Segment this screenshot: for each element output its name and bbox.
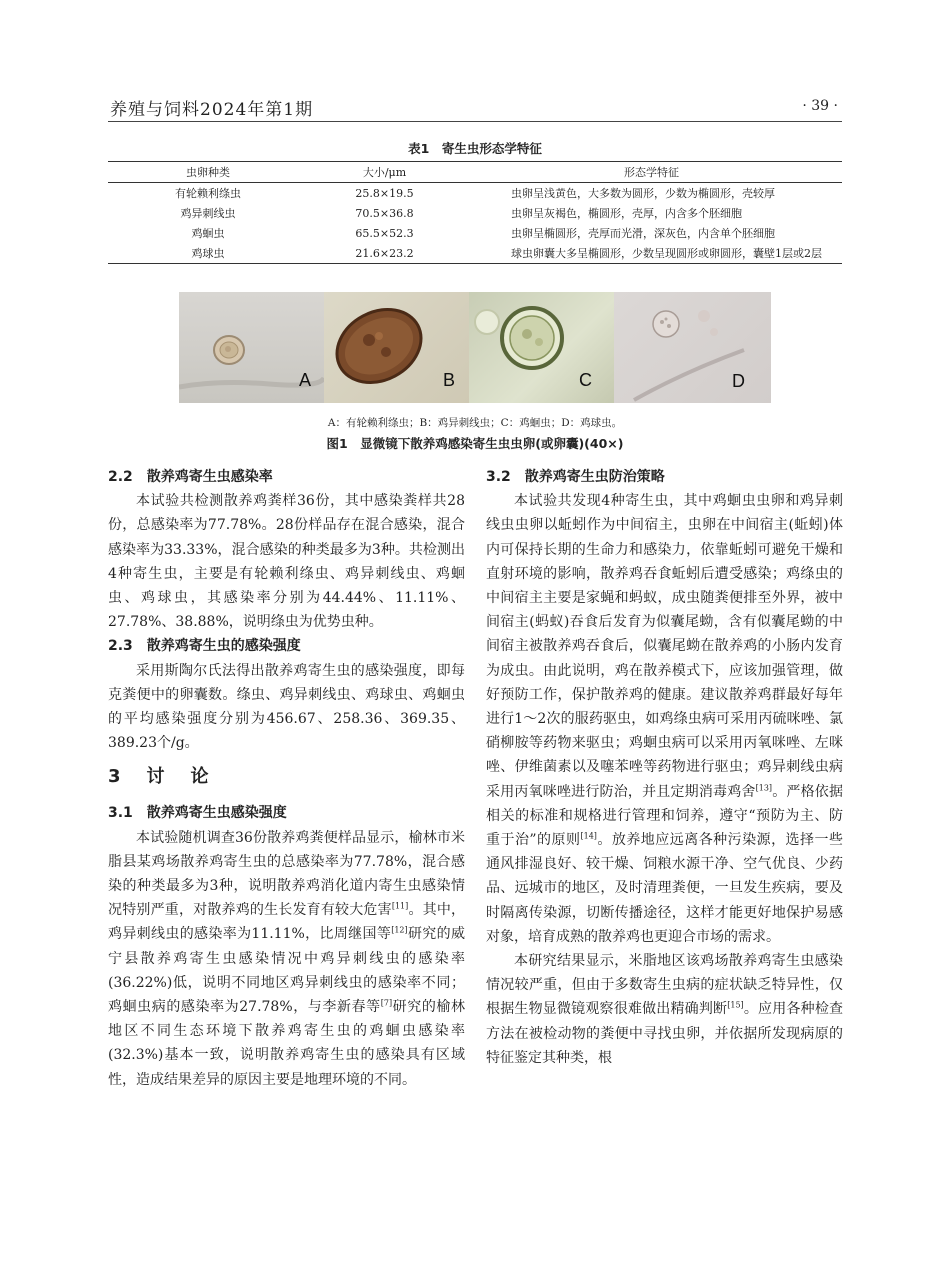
citation: [11]: [391, 901, 409, 911]
table-cell: 21.6×23.2: [308, 243, 461, 264]
citation: [14]: [580, 831, 597, 841]
micrograph-panel-d: [614, 292, 771, 403]
panel-label-a: A: [299, 370, 312, 390]
table-cell: 有轮赖利绦虫: [175, 187, 241, 200]
paragraph: 本试验共检测散养鸡粪样36份，其中感染粪样共28份，总感染率为77.78%。28份样品存在混合感染，混合感染率为33.33%，混合感染的种类最多为3种。共检测出4种寄生虫，主要是有轮赖利绦虫、鸡异刺线虫、鸡蛔虫、鸡球虫，其感染率分别为44.44%、11.11%、27.78%、38.88%，说明绦虫为优势虫种。: [108, 493, 465, 631]
micrograph-panel-a: [179, 292, 324, 403]
citation: [7]: [380, 998, 393, 1008]
column-header: 虫卵种类: [108, 162, 308, 183]
column-header: 形态学特征: [461, 162, 842, 183]
table-row: [108, 183, 842, 204]
panel-label-b: B: [443, 370, 456, 390]
citation: [13]: [755, 782, 773, 792]
panel-label-c: C: [579, 370, 592, 390]
text-run: 研究的榆林地区不同生态环境下散养鸡寄生虫的鸡蛔虫感染率(32.3%)基本一致，说明散养鸡寄生虫的感染具有区域性，造成结果差异的原因主要是地理环境的不同。: [108, 999, 465, 1088]
paragraph: [108, 826, 465, 1092]
panel-label-d: D: [732, 371, 745, 391]
micrograph-panel-c: [469, 292, 614, 403]
coccidia-oocyst-image: [614, 292, 771, 403]
section-heading-3-1: 3.1 散养鸡寄生虫感染强度: [108, 805, 287, 822]
text-run: 。应用各种检查方法在被检动物的粪便中寻找虫卵，并依据所发现病原的特征鉴定其种类，根: [486, 1001, 844, 1066]
text-run: 研究的威宁县散养鸡寄生虫感染情况中鸡异刺线虫的感染率(36.22%)低，说明不同地区鸡异刺线虫的感染率不同；鸡蛔虫病的感染率为27.78%，与李新春等: [108, 926, 465, 1016]
text-run: 。严格依据相关的标准和规格进行管理和饲养，遵守“预防为主、防重于治”的原则: [486, 783, 844, 849]
column-header: 大小/μm: [308, 162, 461, 183]
text-run: 。其中，鸡异刺线虫的感染率为11.11%，比周继国等: [108, 902, 466, 943]
table-cell: 虫卵呈浅黄色，大多数为圆形，少数为椭圆形，壳较厚: [511, 187, 775, 200]
paragraph: [486, 489, 843, 949]
table-cell: 球虫卵囊大多呈椭圆形，少数呈现圆形或卵圆形，囊壁1层或2层: [461, 243, 842, 264]
left-column: [108, 465, 465, 1092]
citation: [12]: [391, 925, 408, 935]
header-rule: [108, 121, 842, 122]
roundworm-egg-image: [469, 292, 614, 403]
table-title: 表1 寄生虫形态学特征: [408, 141, 542, 156]
section-heading-3-2: 3.2 散养鸡寄生虫防治策略: [486, 469, 665, 485]
table-cell: 鸡异刺线虫: [180, 207, 236, 220]
figure-caption: 图1 显微镜下散养鸡感染寄生虫虫卵(或卵囊)(40×): [326, 436, 624, 451]
micrograph-figure: [179, 292, 771, 403]
right-column: [486, 465, 843, 1070]
figure-subcaption: A：有轮赖利绦虫；B：鸡异刺线虫；C：鸡蛔虫；D：鸡球虫。: [327, 417, 623, 429]
table-cell: 虫卵呈灰褐色，椭圆形，壳厚，内含多个胚细胞: [511, 207, 742, 220]
morphology-table: [108, 161, 842, 264]
paragraph: 采用斯陶尔氏法得出散养鸡寄生虫的感染强度，即每克粪便中的卵囊数。绦虫、鸡异刺线虫、鸡球虫、鸡蛔虫的平均感染强度分别为456.67、258.36、369.35、389.23个/g。: [108, 662, 465, 752]
table-row: [108, 243, 842, 264]
journal-title: 养殖与饲料2024年第1期: [110, 100, 314, 120]
table-cell: 鸡蛔虫: [191, 227, 225, 240]
table-header-row: [108, 162, 842, 183]
section-heading-2-2: 2.2 散养鸡寄生虫感染率: [108, 469, 273, 485]
table-row: [108, 223, 842, 243]
text-run: 。放养地应远离各种污染源，选择一些通风排湿良好、较干燥、饲粮水源干净、空气优良、少药品、远城市的地区，及时清理粪便，一旦发生疾病，要及时隔离传染源，切断传播途径，这样才能更好地保护易感对象，培育成熟的散养鸡也更迎合市场的需求。: [486, 832, 843, 945]
citation: [15]: [727, 1000, 744, 1010]
table-cell: 虫卵呈椭圆形，壳厚而光滑，深灰色，内含单个胚细胞: [511, 227, 775, 240]
table-cell: 65.5×52.3: [355, 226, 414, 240]
table-cell: 70.5×36.8: [355, 206, 414, 220]
table-cell: 25.8×19.5: [355, 186, 414, 200]
page-number: · 39 ·: [802, 98, 838, 114]
table-cell: 鸡球虫: [108, 243, 308, 264]
text-run: 本试验共发现4种寄生虫，其中鸡蛔虫虫卵和鸡异刺线虫虫卵以蚯蚓作为中间宿主，虫卵在中间宿主(蚯蚓)体内可保持长期的生命力和感染力，依靠蚯蚓可避免干燥和直射环境的影响，散养鸡吞食蚯蚓后遭受感染；鸡绦虫的中间宿主主要是家蝇和蚂蚁，成虫随粪便排至外界，被中间宿主(蚂蚁)吞食后发育为似囊尾蚴，含有似囊尾蚴的中间宿主被散养鸡吞食后，似囊尾蚴在散养鸡的小肠内发育为成虫。由此说明，鸡在散养模式下，应该加强管理，做好预防工作，保护散养鸡的健康。建议散养鸡群最好每年进行1～2次的服药驱虫，如鸡绦虫病可采用丙硫咪唑、氯硝柳胺等药物来驱虫；鸡蛔虫病可以采用丙氧咪唑、左咪唑、伊维菌素以及噻苯唑等药物进行驱虫；鸡异刺线虫病采用丙氧咪唑进行防治，并且定期消毒鸡舍: [486, 493, 843, 800]
section-heading-2-3: 2.3 散养鸡寄生虫的感染强度: [108, 638, 301, 655]
text-run: 本试验随机调查36份散养鸡粪便样品显示，榆林市米脂县某鸡场散养鸡寄生虫的总感染率为77.78%，混合感染的种类最多为3种，说明散养鸡消化道内寄生虫感染情况特别严重，对散养鸡的生长发育有较大危害: [108, 829, 465, 919]
micrograph-panel-b: [324, 292, 469, 403]
text-run: 本研究结果显示，米脂地区该鸡场散养鸡寄生虫感染情况较严重，但由于多数寄生虫病的症状缺乏特异性，仅根据生物显微镜观察很难做出精确判断: [486, 953, 843, 1018]
section-heading-3: 3 讨 论: [108, 766, 213, 788]
table-row: [108, 203, 842, 223]
paragraph: [486, 949, 843, 1070]
